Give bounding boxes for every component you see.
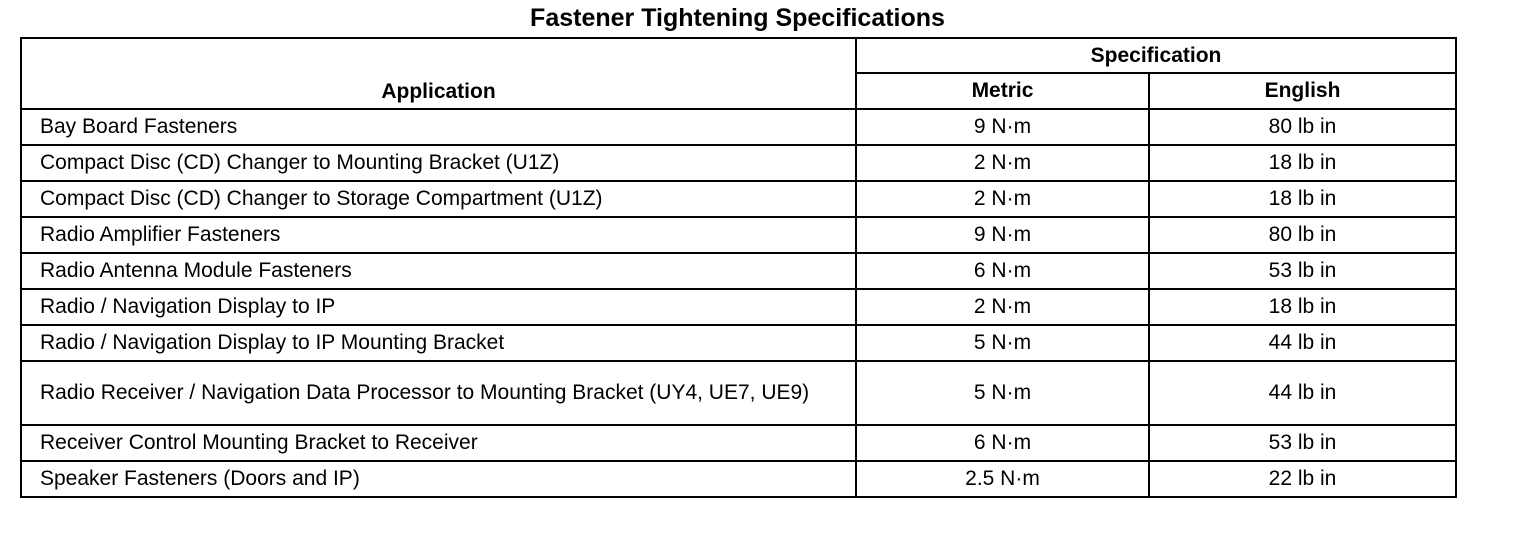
metric-cell: 2.5 N·m xyxy=(856,461,1149,497)
specification-header: Specification xyxy=(856,38,1456,73)
application-cell: Radio Antenna Module Fasteners xyxy=(21,253,856,289)
application-cell: Bay Board Fasteners xyxy=(21,109,856,145)
fastener-spec-table xyxy=(20,37,1457,498)
english-cell: 18 lb in xyxy=(1149,145,1456,181)
metric-cell: 9 N·m xyxy=(856,109,1149,145)
metric-cell: 5 N·m xyxy=(856,361,1149,425)
english-cell: 18 lb in xyxy=(1149,181,1456,217)
table-row xyxy=(21,145,1456,181)
header-row-top xyxy=(21,38,1456,73)
table-row xyxy=(21,181,1456,217)
english-cell: 80 lb in xyxy=(1149,109,1456,145)
english-cell: 18 lb in xyxy=(1149,289,1456,325)
application-cell: Radio / Navigation Display to IP Mounting Bracket xyxy=(21,325,856,361)
application-cell: Radio / Navigation Display to IP xyxy=(21,289,856,325)
table-row xyxy=(21,461,1456,497)
application-cell: Radio Amplifier Fasteners xyxy=(21,217,856,253)
table-row xyxy=(21,217,1456,253)
application-cell: Compact Disc (CD) Changer to Mounting Bracket (U1Z) xyxy=(21,145,856,181)
application-cell: Speaker Fasteners (Doors and IP) xyxy=(21,461,856,497)
english-cell: 44 lb in xyxy=(1149,325,1456,361)
english-cell: 44 lb in xyxy=(1149,361,1456,425)
metric-cell: 6 N·m xyxy=(856,425,1149,461)
table-row xyxy=(21,361,1456,425)
application-header: Application xyxy=(21,38,856,109)
metric-cell: 6 N·m xyxy=(856,253,1149,289)
english-cell: 22 lb in xyxy=(1149,461,1456,497)
english-header: English xyxy=(1149,73,1456,109)
metric-cell: 2 N·m xyxy=(856,181,1149,217)
application-cell: Compact Disc (CD) Changer to Storage Compartment (U1Z) xyxy=(21,181,856,217)
table-row xyxy=(21,109,1456,145)
metric-cell: 9 N·m xyxy=(856,217,1149,253)
application-cell: Receiver Control Mounting Bracket to Receiver xyxy=(21,425,856,461)
table-row xyxy=(21,253,1456,289)
application-cell: Radio Receiver / Navigation Data Processor to Mounting Bracket (UY4, UE7, UE9) xyxy=(21,361,856,425)
english-cell: 53 lb in xyxy=(1149,425,1456,461)
metric-header: Metric xyxy=(856,73,1149,109)
metric-cell: 2 N·m xyxy=(856,289,1149,325)
metric-cell: 5 N·m xyxy=(856,325,1149,361)
table-row xyxy=(21,289,1456,325)
table-title: Fastener Tightening Specifications xyxy=(530,4,945,32)
table-row xyxy=(21,425,1456,461)
table-row xyxy=(21,325,1456,361)
metric-cell: 2 N·m xyxy=(856,145,1149,181)
english-cell: 53 lb in xyxy=(1149,253,1456,289)
english-cell: 80 lb in xyxy=(1149,217,1456,253)
